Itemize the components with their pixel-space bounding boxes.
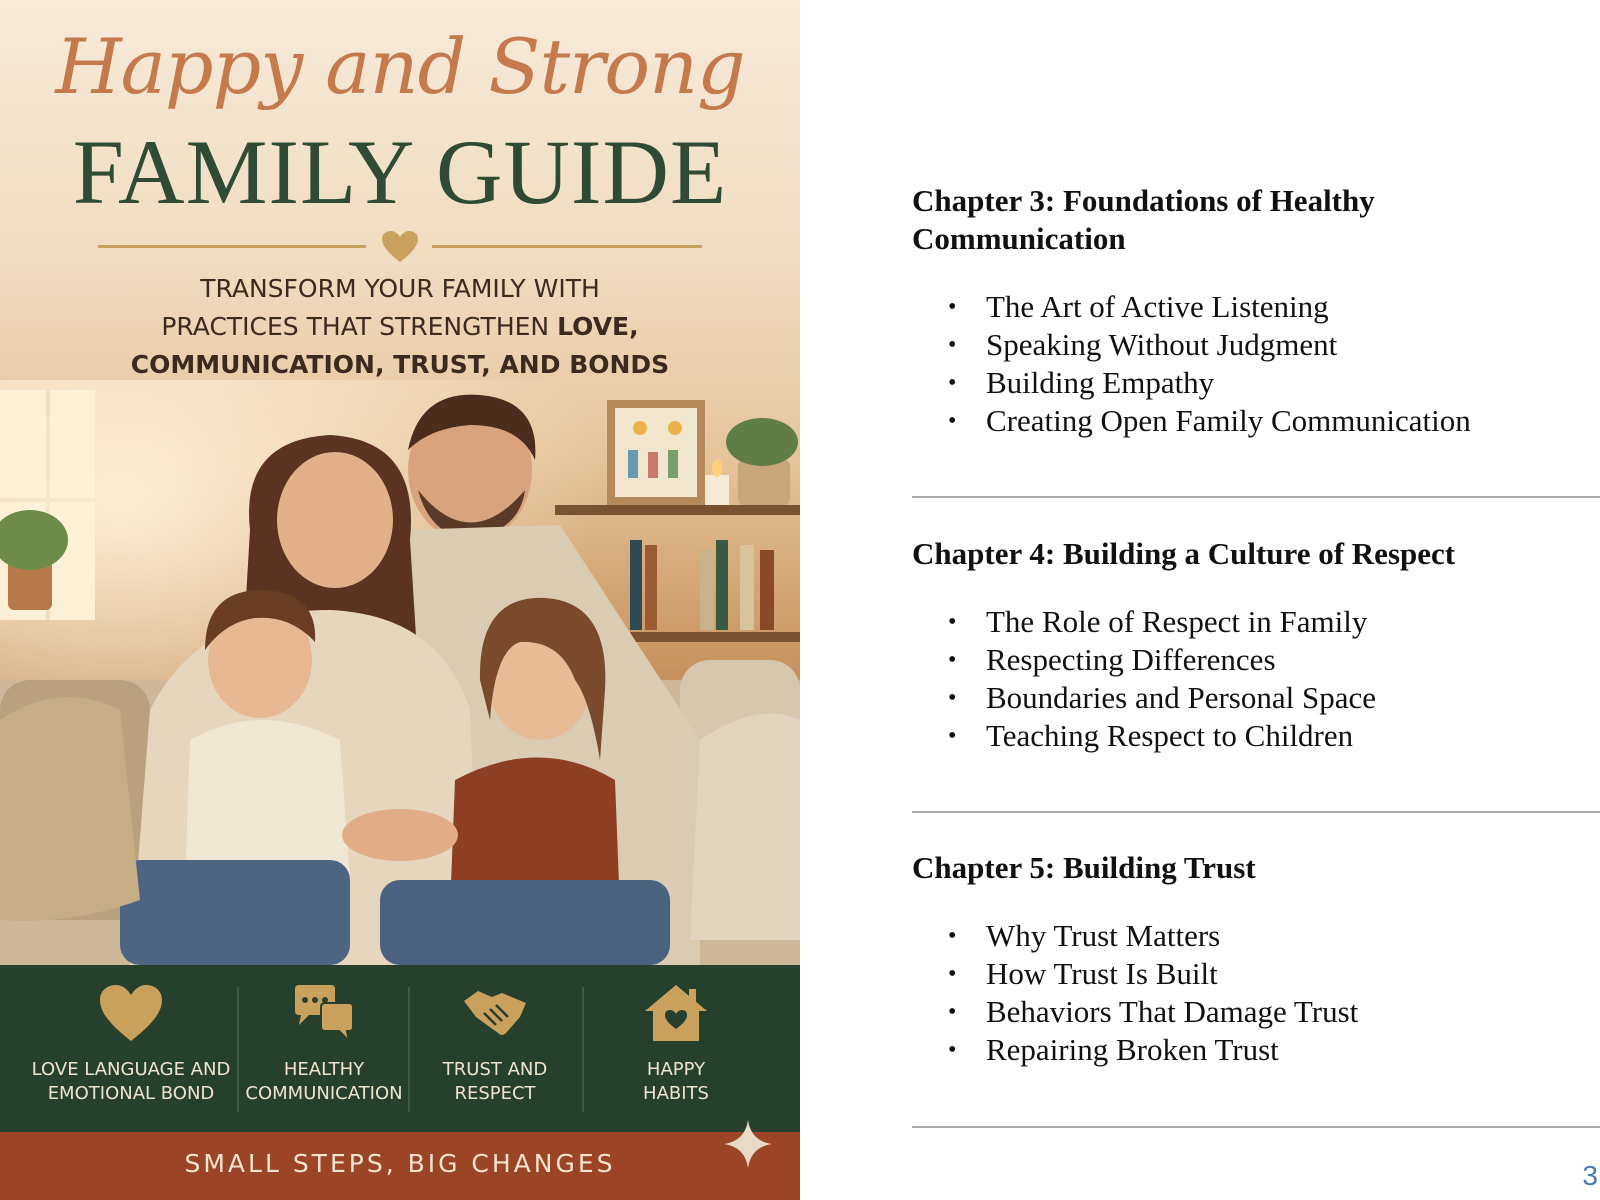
bullet: • [948,685,957,711]
chapter-title-line: Chapter 5: Building Trust [912,850,1256,885]
cover-ribbon [0,1132,800,1200]
subtitle-line-2-text: PRACTICES THAT STRENGTHEN [161,312,558,341]
topic-text: Why Trust Matters [986,918,1221,953]
bullet: • [948,1037,957,1063]
feature-happy-habits [584,965,768,1132]
topic-text: Building Empathy [986,365,1215,400]
shelf [555,505,800,515]
heart-icon [381,230,419,264]
bullet: • [948,723,957,749]
title-divider-right [432,245,702,248]
subtitle-line-3-bold: COMMUNICATION, TRUST, AND BONDS [130,350,670,379]
pillow-left [0,697,140,921]
feature-label-line: TRUST AND [442,1059,548,1080]
chapter-title [912,182,1592,258]
chapter-separator [912,496,1600,498]
feature-label-line: COMMUNICATION [245,1083,403,1104]
feature-label [584,1058,768,1106]
topic-text: How Trust Is Built [986,956,1218,991]
list-item [912,641,1592,679]
feature-label [240,1058,408,1106]
list-item [912,955,1592,993]
house-heart-icon [643,983,709,1043]
chapter-title [912,849,1592,887]
list-item [912,993,1592,1031]
topic-text: Respecting Differences [986,642,1276,677]
topic-text: The Role of Respect in Family [986,604,1368,639]
list-item [912,679,1592,717]
handshake-icon [462,983,528,1043]
cover-subtitle [0,270,800,384]
feature-label-line: HEALTHY [283,1059,365,1080]
bullet: • [948,609,957,635]
feature-trust-respect [410,965,580,1132]
topic-list [912,917,1592,1069]
bullet: • [948,294,957,320]
bullet: • [948,370,957,396]
family-photo [0,380,800,965]
page-number: 3 [1582,1160,1598,1191]
cover-title-main: FAMILY GUIDE [72,121,728,223]
ribbon-tagline: SMALL STEPS, BIG CHANGES [184,1149,616,1178]
topic-text: Boundaries and Personal Space [986,680,1376,715]
bullet: • [948,923,957,949]
list-item [912,288,1592,326]
feature-label-line: RESPECT [454,1083,536,1104]
topic-text: Creating Open Family Communication [986,403,1471,438]
chapter-separator [912,1126,1600,1128]
topic-text: Teaching Respect to Children [986,718,1354,753]
topic-text: Speaking Without Judgment [986,327,1338,362]
chapter-4 [912,535,1592,755]
bullet: • [948,332,957,358]
chapter-3 [912,182,1592,440]
chapter-title-line: Chapter 4: Building a Culture of Respect [912,536,1456,571]
chapter-title [912,535,1592,573]
subtitle-line-2 [0,308,800,346]
title-divider-left [98,245,366,248]
bullet: • [948,647,957,673]
list-item [912,917,1592,955]
feature-band [0,965,800,1132]
chapter-separator [912,811,1600,813]
topic-text: Repairing Broken Trust [986,1032,1279,1067]
topic-list [912,603,1592,755]
subtitle-love: LOVE, [557,312,639,341]
cover-title-script: Happy and Strong [55,22,745,111]
feature-label [22,1058,240,1106]
list-item [912,326,1592,364]
chapter-title-line: Communication [912,221,1126,256]
candle [705,475,729,505]
feature-label-line: HAPPY [646,1059,706,1080]
table-of-contents-page [800,0,1600,1200]
heart-icon [98,983,164,1043]
feature-healthy-communication [240,965,408,1132]
list-item [912,1031,1592,1069]
list-item [912,364,1592,402]
chapter-5 [912,849,1592,1069]
feature-label [410,1058,580,1106]
pillow-right [690,713,800,940]
bullet: • [948,961,957,987]
list-item [912,717,1592,755]
topic-list [912,288,1592,440]
list-item [912,603,1592,641]
feature-label-line: HABITS [643,1083,709,1104]
chat-bubbles-icon [291,983,357,1043]
list-item [912,402,1592,440]
topic-text: The Art of Active Listening [986,289,1329,324]
feature-label-line: EMOTIONAL BOND [47,1083,215,1104]
feature-label-line: LOVE LANGUAGE AND [31,1059,231,1080]
feature-love-language [22,965,240,1132]
bullet: • [948,999,957,1025]
topic-text: Behaviors That Damage Trust [986,994,1359,1029]
bullet: • [948,408,957,434]
chapter-title-line: Chapter 3: Foundations of Healthy [912,183,1375,218]
sparkle-icon [724,1120,772,1168]
subtitle-line-3 [0,346,800,384]
feature-divider [237,987,239,1112]
subtitle-line-1: TRANSFORM YOUR FAMILY WITH [200,274,600,303]
